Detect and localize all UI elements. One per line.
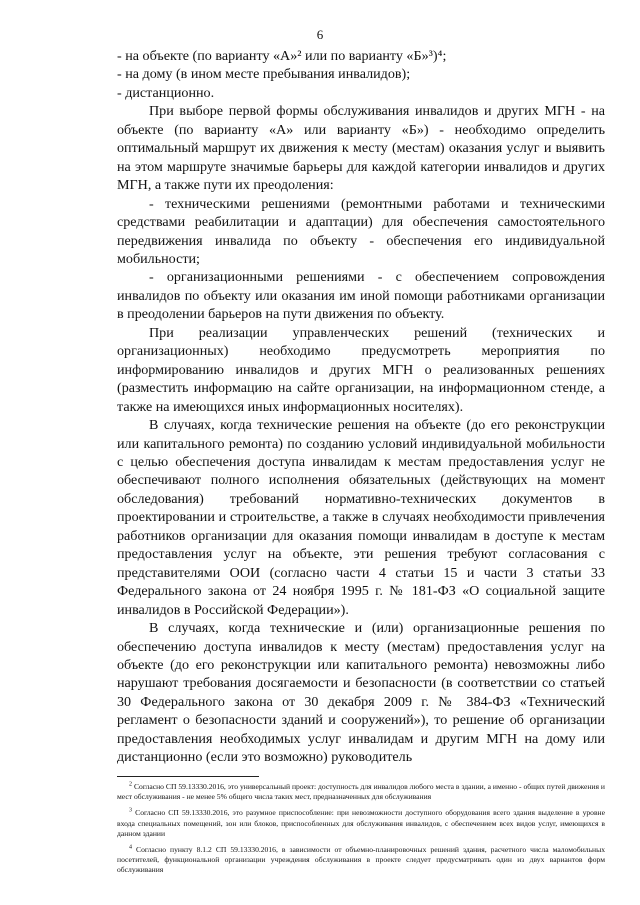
paragraph: При выборе первой формы обслуживания инвалидов и других МГН - на объекте (по варианту «А» или варианту «Б») - необходимо определить оптимальный маршрут их движения к месту (местам) оказания услуг и выявить на этом маршруте значимые барьеры для каждой категории инвалидов и других МГН, а также пути их преодоления: <box>117 103 605 194</box>
footnote <box>117 808 605 839</box>
paragraph: - на объекте (по варианту «А»² или по варианту «Б»³)⁴; <box>117 48 447 64</box>
footnote-text: Согласно СП 59.13330.2016, это разумное приспособление: при невозможности доступного оборудования всего здания выделение в уровне входа специальных помещений, зон или блоков, приспособленных для обслуживания инвалидов, с обеспечением всех видов услуг, имеющихся в данном здании <box>117 808 605 838</box>
paragraph: При реализации управленческих решений (технических и организационных) необходимо предусмотреть мероприятия по информированию инвалидов и других МГН о реализованных решениях (разместить информацию на сайте организации, на информационном стенде, а также на имеющихся иных информационных носителях). <box>117 324 605 415</box>
body-text <box>117 47 605 767</box>
paragraph: В случаях, когда технические и (или) организационные решения по обеспечению доступа инвалидов к месту (местам) предоставления услуг на объекте (до его реконструкции или капитального ремонта) невозможны либо нарушают требования досягаемости и безопасности (в соответствии со статьей 30 Федерального закона от 30 декабря 2009 г. № 384-ФЗ «Технический регламент о безопасности зданий и сооружений»), то решение об организации предоставления необходимых услуг инвалидам и другим МГН на дому или дистанционно (если это возможно) руководитель <box>117 620 605 766</box>
footnote-text: Согласно пункту 8.1.2 СП 59.13330.2016, в зависимости от объемно-планировочных решений здания, расчетного числа маломобильных посетителей, функциональной организации учреждения обслуживания в проекте следует предусматривать один из двух вариантов форм обслуживания <box>117 845 605 875</box>
paragraph: - на дому (в ином месте пребывания инвалидов); <box>117 66 411 83</box>
footnote-text: Согласно СП 59.13330.2016, это универсальный проект: доступность для инвалидов любого места в здании, а именно - общих путей движения и мест обслуживания - не менее 5% общего числа таких мест, предназначенных для обслуживания <box>117 782 605 802</box>
paragraph: - дистанционно. <box>117 84 215 101</box>
footnote-separator <box>117 776 259 777</box>
footnote-mark: 3 <box>129 807 132 814</box>
footnote <box>117 845 605 876</box>
paragraph: В случаях, когда технические решения на объекте (до его реконструкции или капитального ремонта) по созданию условий индивидуальной мобильности с целью обеспечения доступа инвалидам к местам предоставления услуг не обеспечивают полного исполнения обязательных (действующих на момент обследования) требований нормативно-технических документов в проектировании и строительстве, а также в случаях необходимости привлечения работников организации для оказания помощи инвалидам в доступе к местам предоставления услуг на объекте, эти решения требуют согласования с представителями ООИ (согласно части 4 статьи 15 и части 3 статьи 33 Федерального закона от 24 ноября 1995 г. № 181-ФЗ «О социальной защите инвалидов в Российской Федерации»). <box>117 417 605 618</box>
paragraph: - организационными решениями - с обеспечением сопровождения инвалидов по объекту или оказания им иной помощи работниками организации в преодолении барьеров на пути движения по объекту. <box>117 269 605 323</box>
page-number: 6 <box>316 27 324 42</box>
paragraph: - техническими решениями (ремонтными работами и техническими средствами реабилитации и адаптации) для обеспечения самостоятельного передвижения инвалида по объекту - обеспечения его индивидуальной мобильности; <box>117 195 605 267</box>
footnote <box>117 782 605 802</box>
footnote-mark: 2 <box>129 781 132 788</box>
footnotes <box>117 782 605 882</box>
footnote-mark: 4 <box>129 844 132 851</box>
